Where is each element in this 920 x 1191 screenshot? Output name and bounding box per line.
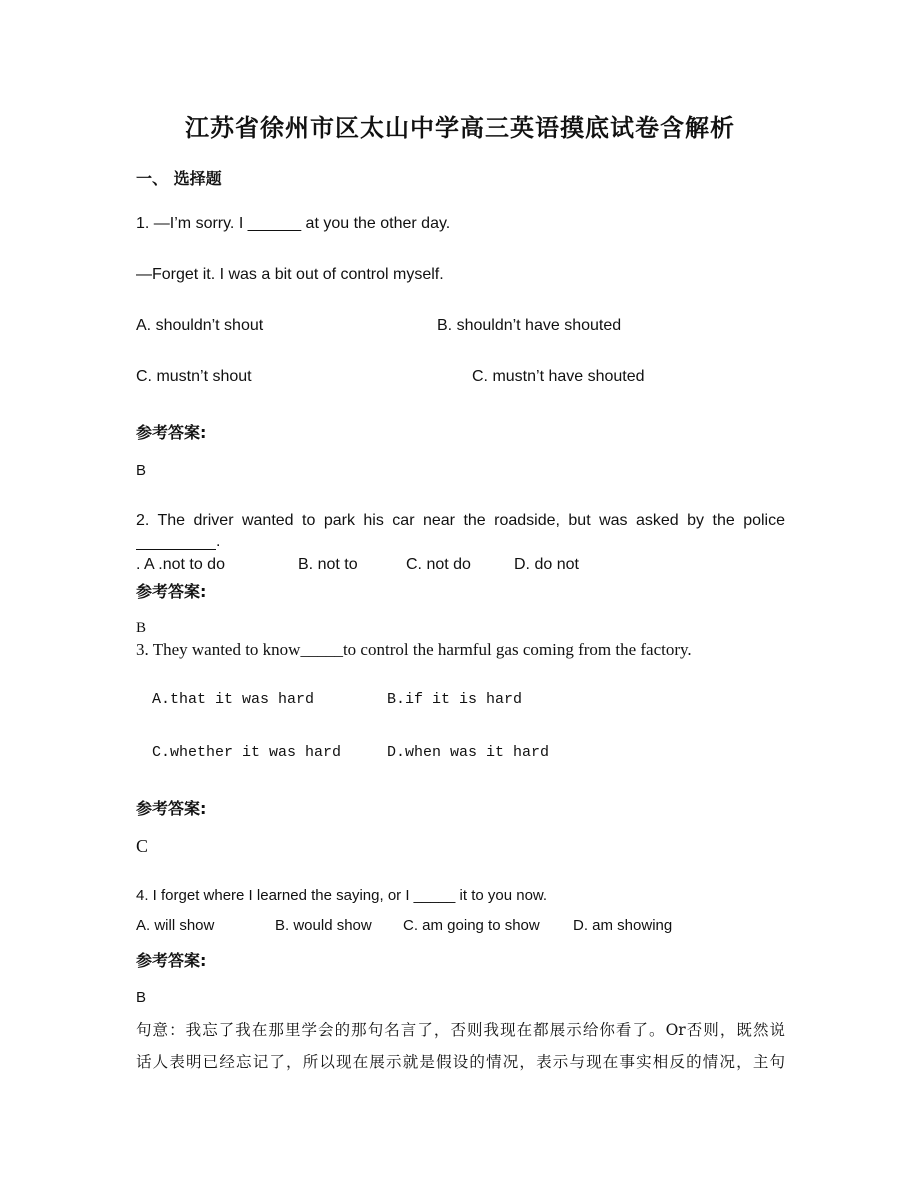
question-1-option-a: A. shouldn’t shout [136, 317, 264, 334]
question-2-option-a: . A .not to do [136, 556, 225, 573]
question-2-answer-label: 参考答案: [136, 582, 207, 601]
question-1-answer: B [136, 462, 147, 479]
question-3-option-b: B.if it is hard [387, 691, 523, 708]
question-3-answer-label: 参考答案: [136, 799, 207, 818]
question-1-answer-label: 参考答案: [136, 423, 207, 442]
question-2-stem: 2. The driver wanted to park his car near the roadside, but was asked by the police [136, 512, 785, 529]
question-3-option-c: C.whether it was hard [152, 744, 342, 761]
question-2-stem-end: . [216, 533, 221, 550]
question-1-stem-line-2: —Forget it. I was a bit out of control myself. [136, 266, 444, 283]
question-4-explanation-line-2: 话人表明已经忘记了，所以现在展示就是假设的情况，表示与现在事实相反的情况，主句 [136, 1053, 785, 1071]
question-2-option-b: B. not to [298, 556, 358, 573]
question-4-option-c: C. am going to show [403, 917, 540, 934]
question-2-blank [136, 537, 216, 550]
question-4-option-d: D. am showing [573, 917, 673, 934]
question-1-option-c: C. mustn’t shout [136, 368, 252, 385]
document-title: 江苏省徐州市区太山中学高三英语摸底试卷含解析 [185, 113, 735, 142]
question-4-answer: B [136, 989, 147, 1006]
question-2-option-d: D. do not [514, 556, 579, 573]
question-2-answer: B [136, 620, 147, 636]
question-2-option-c: C. not do [406, 556, 471, 573]
question-4-option-a: A. will show [136, 917, 215, 934]
section-heading: 一、 选择题 [136, 169, 222, 188]
question-1-stem: 1. —I’m sorry. I ______ at you the other day. [136, 215, 451, 232]
question-4-explanation-line-1: 句意：我忘了我在那里学会的那句名言了，否则我现在都展示给你看了。Or否则，既然说 [136, 1021, 785, 1039]
question-4-option-b: B. would show [275, 917, 372, 934]
question-3-stem: 3. They wanted to know_____to control the harmful gas coming from the factory. [136, 640, 692, 659]
question-1-option-d: C. mustn’t have shouted [472, 368, 645, 385]
question-3-answer: C [136, 836, 149, 856]
question-4-stem: 4. I forget where I learned the saying, or I _____ it to you now. [136, 887, 548, 904]
question-4-answer-label: 参考答案: [136, 951, 207, 970]
question-3-option-a: A.that it was hard [152, 691, 315, 708]
question-3-option-d: D.when was it hard [387, 744, 550, 761]
question-1-option-b: B. shouldn’t have shouted [437, 317, 622, 334]
